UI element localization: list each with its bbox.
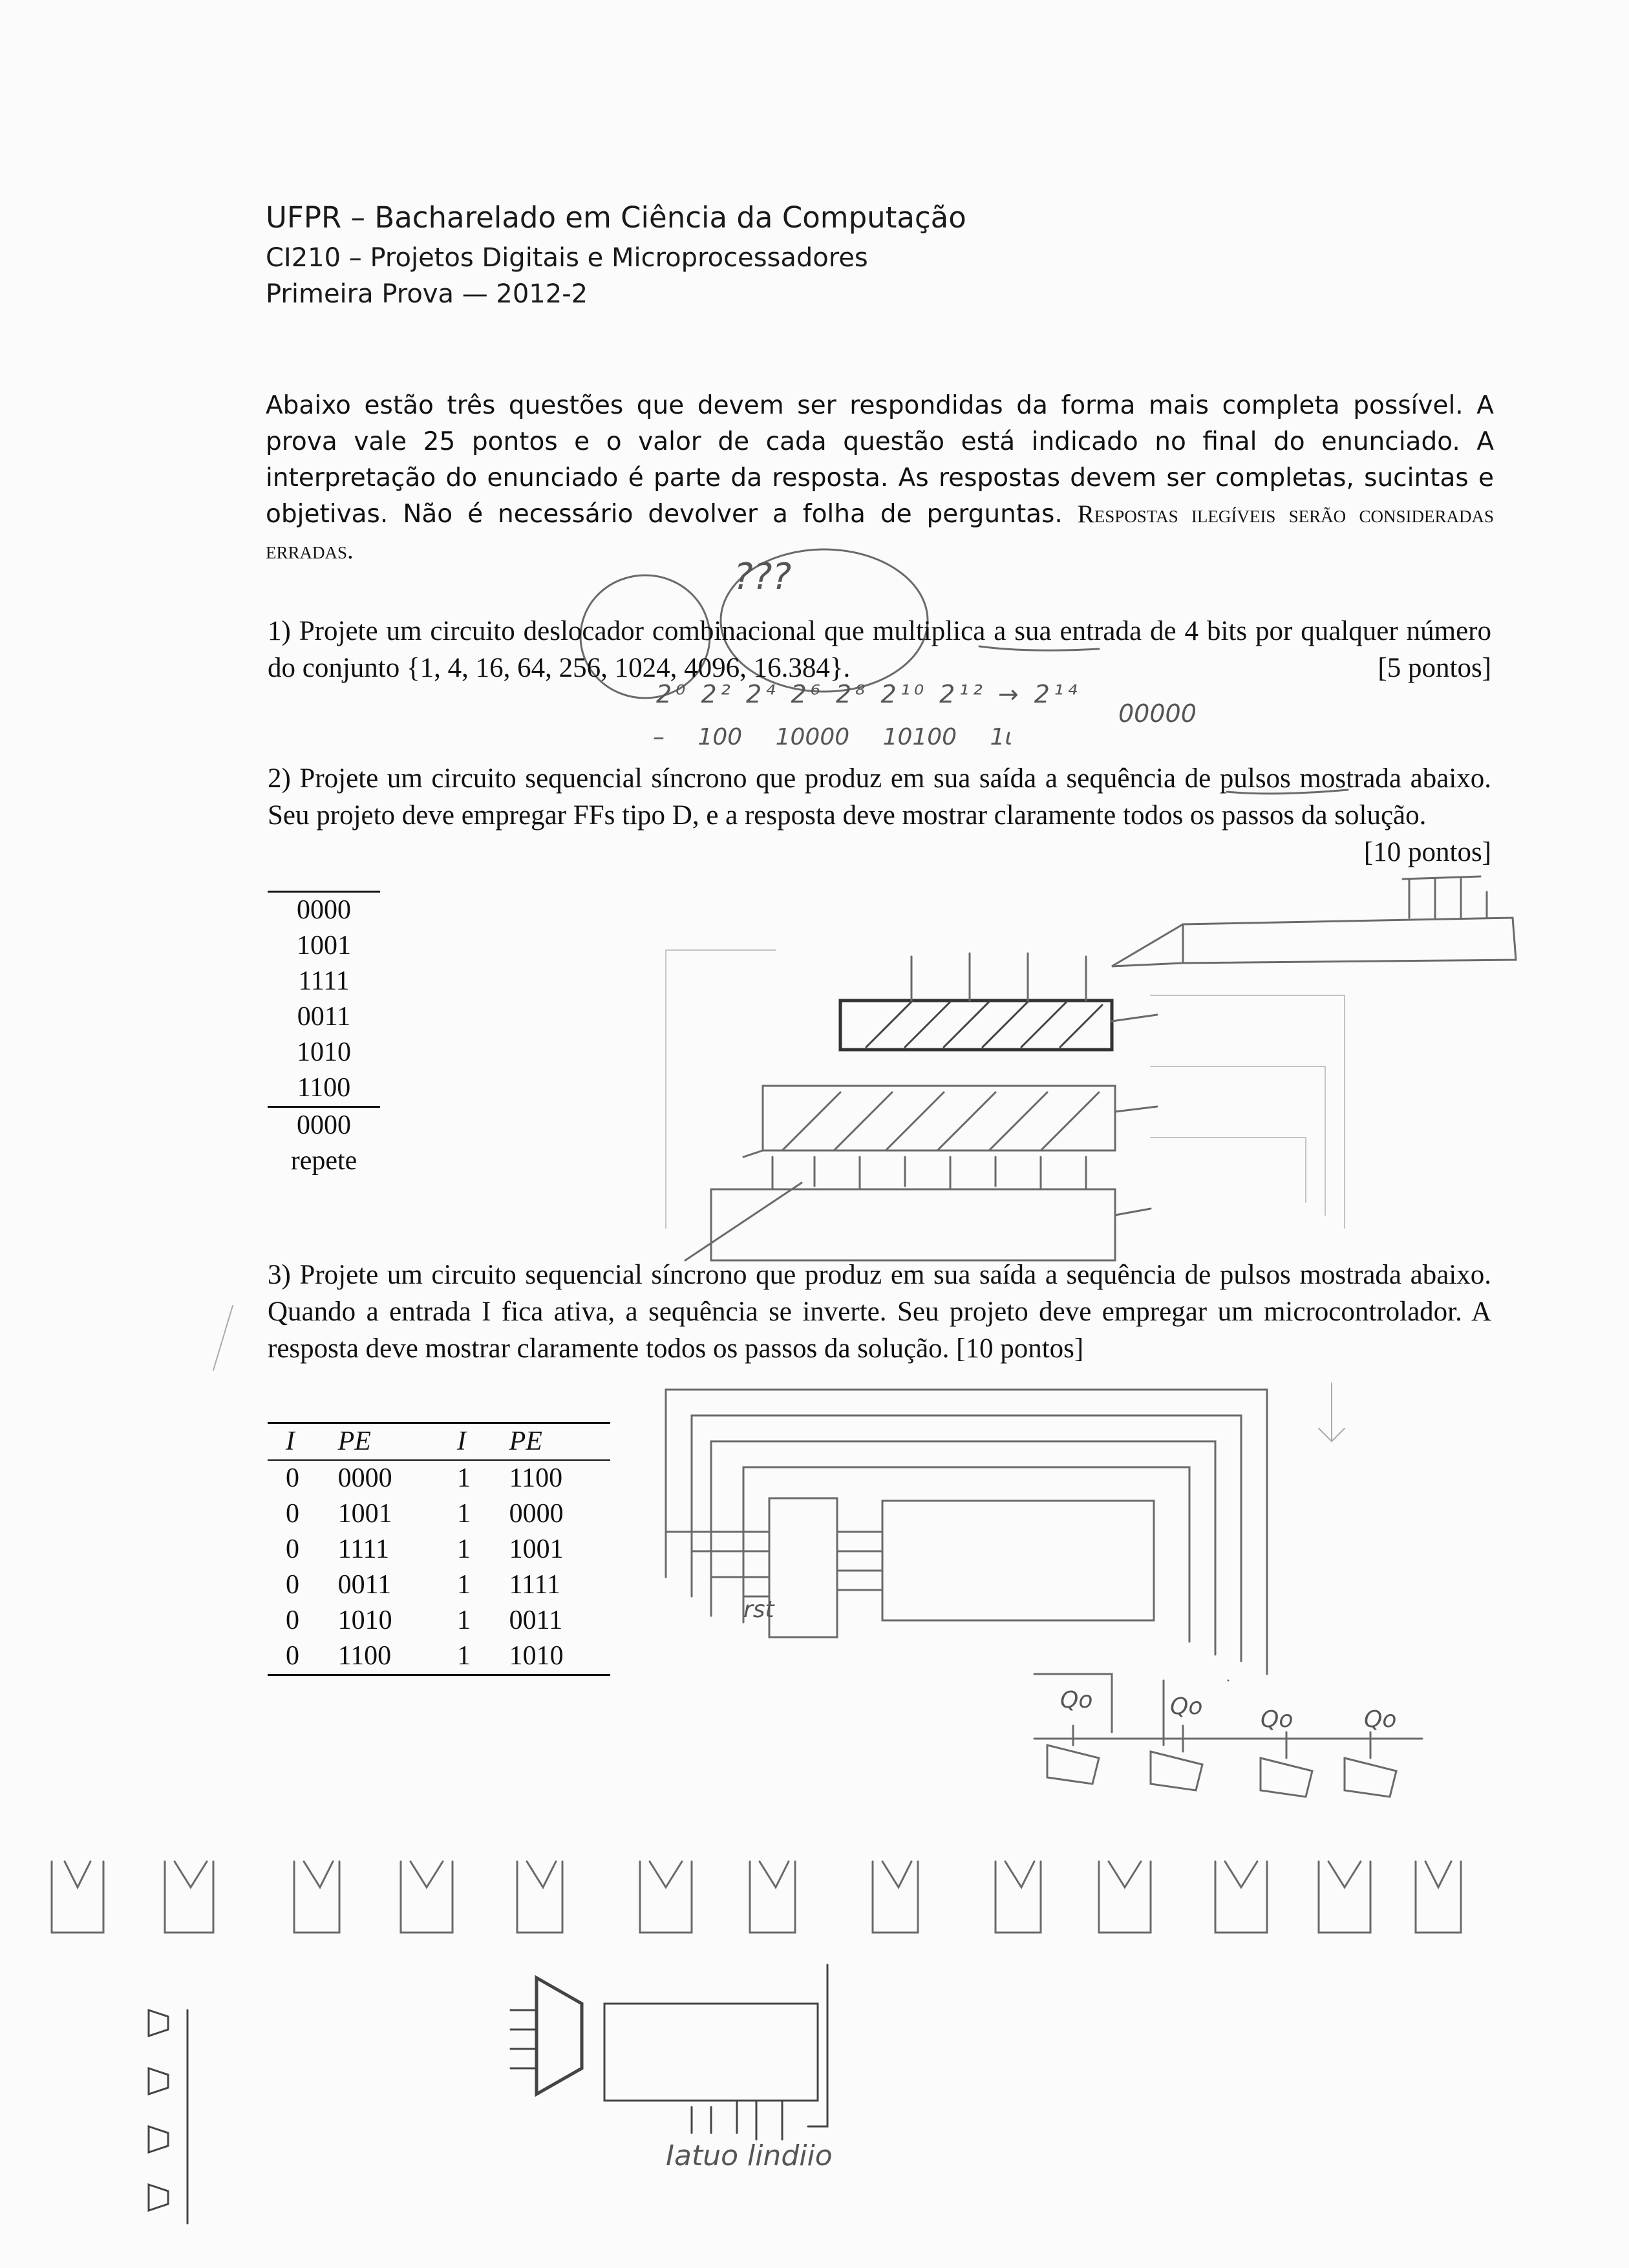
table-header-row: [268, 1423, 610, 1461]
sequence-item: 1111: [298, 966, 350, 996]
microcontroller-sketch: [666, 1390, 1422, 1797]
table-cell: 0: [286, 1463, 299, 1493]
table-cell: 1111: [337, 1534, 389, 1564]
qo-label: Qo: [1261, 1706, 1294, 1733]
table-cell: 0: [286, 1534, 299, 1564]
flipflop-row-sketch: [52, 1861, 1461, 1933]
zeros-note: 00000: [1118, 699, 1197, 728]
sequence-list: [268, 891, 380, 1179]
table-cell: 1: [439, 1638, 491, 1675]
question-3-text: 3) Projete um circuito sequencial síncrono que produz em sua saída a sequência de pulsos mostrada abaixo. Quando a entrada I fica ativa, a sequência se inverte. Seu projeto deve empregar um microcontrolador. A resposta deve mostrar claramente todos os passos da solução.: [268, 1260, 1491, 1364]
sequence-item: 1001: [297, 931, 351, 960]
table-cell: 0: [286, 1606, 299, 1635]
question-2: [268, 760, 1491, 871]
question-1: [268, 613, 1491, 686]
question-3: [268, 1256, 1491, 1367]
table-cell: 1111: [509, 1570, 560, 1600]
column-header: I: [268, 1423, 320, 1461]
table-cell: 0000: [509, 1499, 564, 1529]
table-cell: 1: [456, 1570, 471, 1600]
sequence-item: 1100: [297, 1073, 351, 1103]
table-cell: 0000: [337, 1463, 392, 1493]
binary-note: – 100 10000 10100 1ι: [653, 724, 1013, 750]
table-cell: 1: [456, 1534, 471, 1564]
shifter-sketch: [685, 876, 1516, 1260]
table-row: [268, 1496, 610, 1532]
repeat-label: repete: [290, 1146, 357, 1176]
question-2-text: 2) Projete um circuito sequencial síncrono que produz em sua saída a sequência de pulsos mostrada abaixo. Seu projeto deve empregar FFs tipo D, e a resposta deve mostrar claramente todos os passos da solução.: [268, 763, 1491, 831]
table-cell: 1001: [509, 1534, 564, 1564]
table-cell: 0011: [337, 1570, 392, 1600]
sequence-table: [268, 1422, 610, 1676]
table-cell: 0: [286, 1499, 299, 1529]
question-1-text: 1) Projete um circuito deslocador combinacional que multiplica a sua entrada de 4 bits por qualquer número do conjunto {1, 4, 16, 64, 256, 1024, 4096, 16.384}.: [268, 616, 1491, 683]
table-cell: 0: [268, 1638, 320, 1675]
sequence-item: 0000: [297, 1110, 351, 1140]
table-row: [268, 1567, 610, 1603]
table-cell: 0: [286, 1570, 299, 1600]
course-title: UFPR – Bacharelado em Ciência da Computação: [266, 200, 966, 235]
bottom-handwritten-note: Iatuo lindiio: [666, 2139, 833, 2172]
qo-label: Qo: [1060, 1687, 1093, 1713]
illegible-warning: Respostas ilegíveis serão consideradas erradas.: [266, 500, 1494, 564]
course-code: CI210 – Projetos Digitais e Microprocessadores: [266, 243, 868, 273]
question-1-points: [5 pontos]: [1378, 653, 1491, 683]
table-cell: 1010: [337, 1606, 392, 1635]
rst-label: rst: [743, 1596, 774, 1623]
table-row: [268, 1603, 610, 1638]
qo-label: Qo: [1170, 1693, 1203, 1720]
table-cell: 1: [456, 1606, 471, 1635]
question-2-points: [10 pontos]: [1363, 837, 1491, 867]
sequence-item: 0000: [297, 895, 351, 925]
table-cell: 1100: [320, 1638, 439, 1675]
qo-label: Qo: [1364, 1706, 1397, 1733]
instructions: [266, 388, 1494, 569]
table-row: [268, 1532, 610, 1567]
column-header: PE: [320, 1423, 439, 1461]
column-header: I: [439, 1423, 491, 1461]
bottom-shifter-sketch: [149, 1965, 827, 2223]
table-cell: 1100: [509, 1463, 563, 1493]
table-cell: 1001: [337, 1499, 392, 1529]
exam-title: Primeira Prova — 2012-2: [266, 279, 588, 309]
instructions-text: Abaixo estão três questões que devem ser respondidas da forma mais completa possível. A prova vale 25 pontos e o valor de cada questão está indicado no final do enunciado. A interpretação do enunciado é parte da resposta. As respostas devem ser completas, sucintas e objetivas. Não é necessário devolver a folha de perguntas.: [266, 391, 1494, 529]
table-row: [268, 1460, 610, 1496]
question-3-points: [10 pontos]: [956, 1333, 1084, 1364]
table-cell: 0011: [509, 1606, 563, 1635]
table-cell: 1: [456, 1499, 471, 1529]
sequence-item: 0011: [297, 1002, 351, 1032]
table-cell: 1: [456, 1463, 471, 1493]
column-header: PE: [491, 1423, 610, 1461]
powers-note: 2⁰ 2² 2⁴ 2⁶ 2⁸ 2¹⁰ 2¹² → 2¹⁴: [656, 680, 1081, 708]
table-cell: 1010: [491, 1638, 610, 1675]
sequence-item: 1010: [297, 1037, 351, 1067]
question-marks-note: ???: [734, 556, 792, 598]
table-row: [268, 1638, 610, 1675]
